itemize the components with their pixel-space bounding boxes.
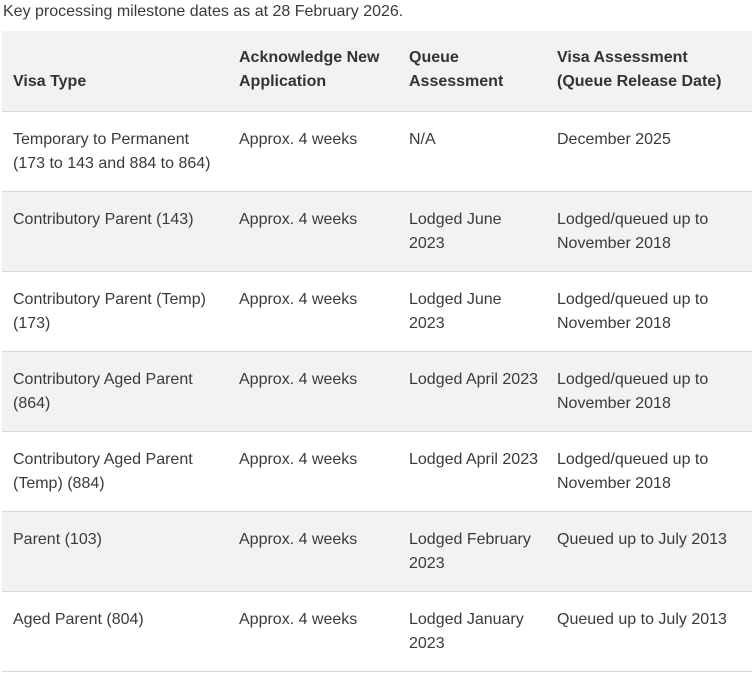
cell-acknowledge: Approx. 4 weeks (228, 192, 398, 272)
cell-acknowledge: Approx. 4 weeks (228, 352, 398, 432)
cell-queue-assessment: N/A (398, 112, 546, 192)
cell-acknowledge: Approx. 4 weeks (228, 432, 398, 512)
header-row (2, 31, 752, 112)
cell-acknowledge: Approx. 4 weeks (228, 512, 398, 592)
table-caption: Key processing milestone dates as at 28 February 2026. (3, 3, 404, 20)
cell-queue-assessment: Lodged February 2023 (398, 512, 546, 592)
cell-visa-assessment: Lodged/queued up to November 2018 (546, 192, 752, 272)
header-acknowledge-new-application: Acknowledge New Application (228, 31, 398, 112)
header-queue-assessment: Queue Assessment (398, 31, 546, 112)
cell-visa-type: Temporary to Permanent (173 to 143 and 884 to 864) (2, 112, 228, 192)
table-row (2, 352, 752, 432)
cell-acknowledge: Approx. 4 weeks (228, 592, 398, 672)
cell-queue-assessment: Lodged April 2023 (398, 352, 546, 432)
cell-visa-type: Contributory Parent (143) (2, 192, 228, 272)
processing-milestones-table (2, 31, 752, 672)
table-row (2, 272, 752, 352)
header-visa-type: Visa Type (2, 31, 228, 112)
table-body (2, 112, 752, 672)
cell-queue-assessment: Lodged April 2023 (398, 432, 546, 512)
cell-acknowledge: Approx. 4 weeks (228, 112, 398, 192)
cell-visa-assessment: Lodged/queued up to November 2018 (546, 432, 752, 512)
header-visa-assessment: Visa Assessment (Queue Release Date) (546, 31, 752, 112)
cell-acknowledge: Approx. 4 weeks (228, 272, 398, 352)
cell-visa-assessment: December 2025 (546, 112, 752, 192)
cell-visa-type: Aged Parent (804) (2, 592, 228, 672)
cell-visa-assessment: Lodged/queued up to November 2018 (546, 272, 752, 352)
table-row (2, 192, 752, 272)
cell-visa-assessment: Lodged/queued up to November 2018 (546, 352, 752, 432)
table-row (2, 512, 752, 592)
cell-visa-assessment: Queued up to July 2013 (546, 592, 752, 672)
table-row (2, 592, 752, 672)
cell-visa-type: Contributory Aged Parent (Temp) (884) (2, 432, 228, 512)
cell-queue-assessment: Lodged January 2023 (398, 592, 546, 672)
cell-visa-assessment: Queued up to July 2013 (546, 512, 752, 592)
cell-queue-assessment: Lodged June 2023 (398, 272, 546, 352)
table-row (2, 432, 752, 512)
cell-visa-type: Contributory Parent (Temp) (173) (2, 272, 228, 352)
cell-visa-type: Parent (103) (2, 512, 228, 592)
cell-visa-type: Contributory Aged Parent (864) (2, 352, 228, 432)
table-header (2, 31, 752, 112)
cell-queue-assessment: Lodged June 2023 (398, 192, 546, 272)
table-row (2, 112, 752, 192)
